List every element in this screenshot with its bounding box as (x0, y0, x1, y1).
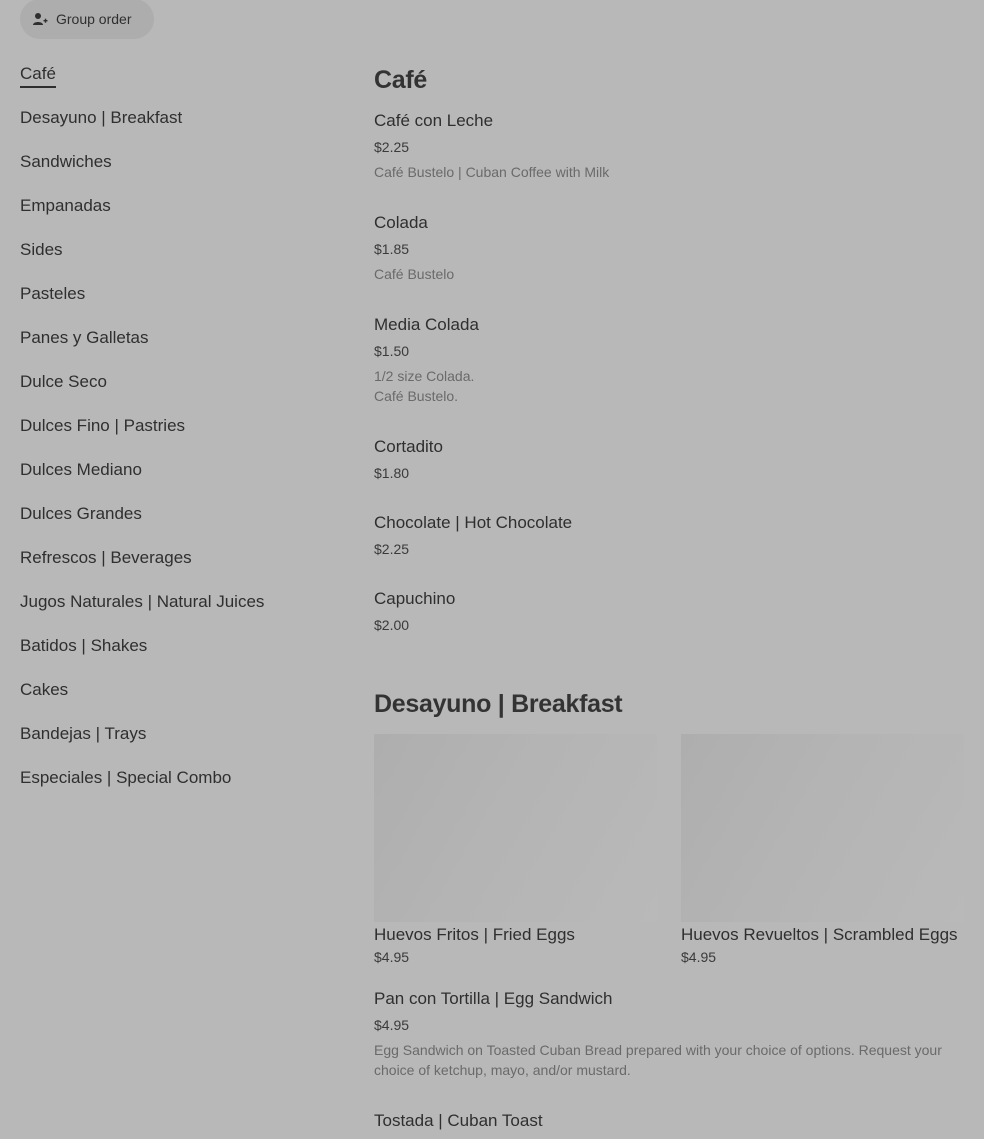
sidebar-item-trays[interactable] (20, 720, 340, 764)
sidebar-item-sandwiches[interactable] (20, 148, 340, 192)
item-name: Capuchino (374, 589, 456, 608)
menu-item[interactable] (374, 988, 964, 1080)
sidebar-item-pastries[interactable] (20, 412, 340, 456)
menu-item[interactable] (374, 314, 964, 406)
item-name: Huevos Fritos | Fried Eggs (374, 925, 575, 944)
sidebar-item-label: Jugos Naturales | Natural Juices (20, 592, 265, 611)
item-description: Café Bustelo (374, 266, 455, 282)
sidebar-item-beverages[interactable] (20, 544, 340, 588)
sidebar-item-pasteles[interactable] (20, 280, 340, 324)
featured-items-grid (374, 734, 964, 966)
sidebar-item-label: Panes y Galletas (20, 328, 149, 347)
menu-item[interactable] (374, 110, 964, 182)
sidebar-item-label: Dulces Mediano (20, 460, 142, 479)
sidebar-item-label: Café (20, 62, 56, 88)
item-price: $1.50 (374, 343, 410, 359)
group-order-label: Group order (56, 11, 132, 27)
item-image-placeholder (374, 734, 657, 922)
featured-item-card[interactable] (681, 734, 964, 966)
sidebar-item-dulces-grandes[interactable] (20, 500, 340, 544)
sidebar-item-label: Bandejas | Trays (20, 724, 147, 743)
item-name: Chocolate | Hot Chocolate (374, 513, 573, 532)
item-price: $1.80 (374, 465, 410, 481)
menu-item[interactable] (374, 212, 964, 284)
sidebar-item-label: Especiales | Special Combo (20, 768, 232, 787)
item-price: $2.25 (374, 541, 410, 557)
item-name: Media Colada (374, 315, 479, 334)
sidebar-item-empanadas[interactable] (20, 192, 340, 236)
sidebar-item-label: Batidos | Shakes (20, 636, 148, 655)
item-name: Pan con Tortilla | Egg Sandwich (374, 989, 613, 1008)
item-description: 1/2 size Colada. Café Bustelo. (374, 368, 475, 404)
menu-item[interactable] (374, 588, 964, 634)
item-name: Café con Leche (374, 111, 494, 130)
sidebar-item-sides[interactable] (20, 236, 340, 280)
item-price: $2.25 (374, 139, 410, 155)
item-name: Cortadito (374, 437, 443, 456)
category-sidebar (20, 60, 340, 808)
item-name: Colada (374, 213, 428, 232)
item-image-placeholder (681, 734, 964, 922)
featured-item-card[interactable] (374, 734, 657, 966)
sidebar-item-label: Pasteles (20, 284, 86, 303)
sidebar-item-label: Empanadas (20, 196, 111, 215)
sidebar-item-shakes[interactable] (20, 632, 340, 676)
sidebar-item-breakfast[interactable] (20, 104, 340, 148)
menu-item[interactable] (374, 512, 964, 558)
item-description: Egg Sandwich on Toasted Cuban Bread prepared with your choice of options. Request your choice of ketchup, mayo, and/or mustard. (374, 1042, 942, 1078)
sidebar-item-juices[interactable] (20, 588, 340, 632)
item-price: $4.95 (681, 949, 717, 965)
item-price: $4.95 (374, 1017, 410, 1033)
sidebar-item-cafe[interactable] (20, 60, 340, 104)
sidebar-item-dulce-seco[interactable] (20, 368, 340, 412)
sidebar-item-label: Refrescos | Beverages (20, 548, 192, 567)
menu-item[interactable] (374, 436, 964, 482)
item-name: Huevos Revueltos | Scrambled Eggs (681, 925, 958, 944)
item-description: Café Bustelo | Cuban Coffee with Milk (374, 164, 610, 180)
section-title-cafe: Café (374, 66, 427, 94)
sidebar-item-label: Sandwiches (20, 152, 112, 171)
item-price: $4.95 (374, 949, 410, 965)
sidebar-item-label: Sides (20, 240, 63, 259)
item-price: $2.00 (374, 617, 410, 633)
sidebar-item-special-combo[interactable] (20, 764, 340, 808)
sidebar-item-cakes[interactable] (20, 676, 340, 720)
sidebar-item-label: Cakes (20, 680, 69, 699)
sidebar-item-label: Dulces Grandes (20, 504, 142, 523)
sidebar-item-dulces-mediano[interactable] (20, 456, 340, 500)
add-person-icon (32, 11, 48, 27)
sidebar-item-label: Dulce Seco (20, 372, 107, 391)
section-title-breakfast: Desayuno | Breakfast (374, 690, 623, 718)
menu-content (374, 60, 964, 1132)
group-order-button[interactable] (20, 0, 154, 39)
menu-item[interactable] (374, 1110, 964, 1132)
item-name: Tostada | Cuban Toast (374, 1111, 543, 1130)
sidebar-item-panes[interactable] (20, 324, 340, 368)
item-price: $1.85 (374, 241, 410, 257)
sidebar-item-label: Desayuno | Breakfast (20, 108, 183, 127)
sidebar-item-label: Dulces Fino | Pastries (20, 416, 186, 435)
